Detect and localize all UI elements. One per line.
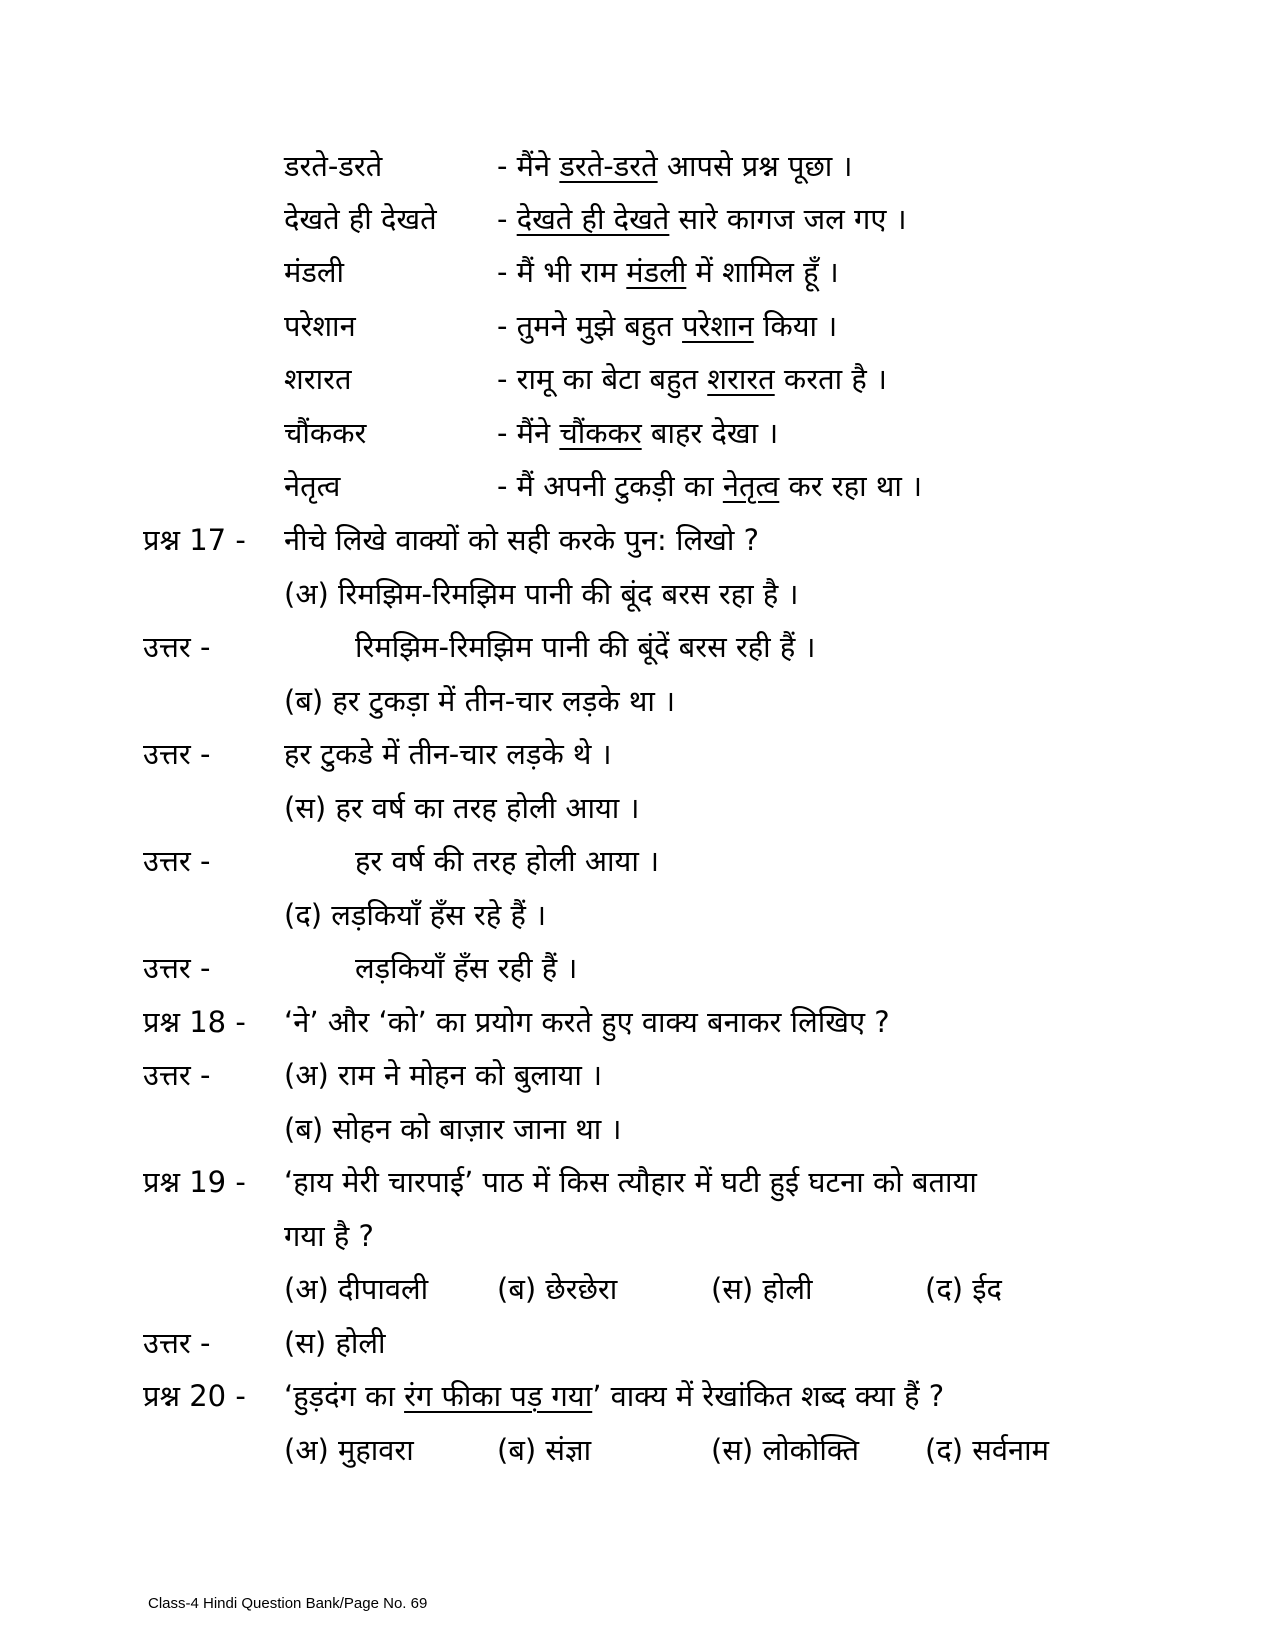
underlined-phrase: रंग फीका पड़ गया: [404, 1379, 593, 1413]
word-term: डरते-डरते: [284, 149, 383, 183]
option-b: (ब) संज्ञा: [497, 1433, 592, 1467]
word-sentence: - मैं अपनी टुकड़ी का नेतृत्व कर रहा था ।: [497, 469, 923, 503]
question-label: प्रश्न 20 -: [143, 1379, 246, 1413]
page-footer: Class-4 Hindi Question Bank/Page No. 69: [148, 1595, 428, 1612]
underlined-word: मंडली: [626, 255, 687, 289]
question-text: नीचे लिखे वाक्यों को सही करके पुन: लिखो ?: [284, 523, 759, 557]
option-a: (अ) मुहावरा: [284, 1433, 414, 1467]
answer-label: उत्तर -: [143, 844, 211, 878]
answer-text: (अ) राम ने मोहन को बुलाया ।: [284, 1058, 603, 1092]
answer-text: हर वर्ष की तरह होली आया ।: [355, 844, 660, 878]
sub-question: (अ) रिमझिम-रिमझिम पानी की बूंद बरस रहा है ।: [284, 577, 799, 611]
word-sentence: - देखते ही देखते सारे कागज जल गए ।: [497, 202, 907, 236]
question-label: प्रश्न 17 -: [143, 523, 246, 557]
sub-question: (ब) हर टुकड़ा में तीन-चार लड़के था ।: [284, 684, 676, 718]
answer-text: रिमझिम-रिमझिम पानी की बूंदें बरस रही हैं ।: [355, 630, 816, 664]
answer-text: (स) होली: [284, 1326, 386, 1360]
options-row: [284, 1269, 1084, 1309]
question-label: प्रश्न 19 -: [143, 1165, 246, 1199]
answer-text: लड़कियाँ हँस रही हैं ।: [355, 951, 578, 985]
answer-text: हर टुकडे में तीन-चार लड़के थे ।: [284, 737, 612, 771]
sub-question: (स) हर वर्ष का तरह होली आया ।: [284, 791, 640, 825]
answer-label: उत्तर -: [143, 737, 211, 771]
option-b: (ब) छेरछेरा: [497, 1272, 618, 1306]
word-sentence: - रामू का बेटा बहुत शरारत करता है ।: [497, 362, 887, 396]
word-term: चौंककर: [284, 416, 367, 450]
word-sentence: - मैंने चौंककर बाहर देखा ।: [497, 416, 779, 450]
word-sentence: - मैंने डरते-डरते आपसे प्रश्न पूछा ।: [497, 149, 853, 183]
question-text: ‘हुड़दंग का रंग फीका पड़ गया’ वाक्य में रेखांकित शब्द क्या हैं ?: [284, 1379, 945, 1413]
answer-text: (ब) सोहन को बाज़ार जाना था ।: [284, 1112, 622, 1146]
underlined-word: परेशान: [682, 309, 754, 343]
option-c: (स) होली: [711, 1272, 813, 1306]
options-row: [284, 1430, 1084, 1470]
word-sentence: - मैं भी राम मंडली में शामिल हूँ ।: [497, 255, 839, 289]
question-text: ‘हाय मेरी चारपाई’ पाठ में किस त्यौहार में घटी हुई घटना को बताया: [284, 1165, 977, 1199]
sub-question: (द) लड़कियाँ हँस रहे हैं ।: [284, 898, 547, 932]
question-text: ‘ने’ और ‘को’ का प्रयोग करते हुए वाक्य बनाकर लिखिए ?: [284, 1005, 890, 1039]
underlined-word: चौंककर: [559, 416, 642, 450]
question-text-continued: गया है ?: [284, 1219, 374, 1253]
word-term: मंडली: [284, 255, 345, 289]
word-term: परेशान: [284, 309, 356, 343]
underlined-word: नेतृत्व: [722, 469, 780, 503]
answer-label: उत्तर -: [143, 630, 211, 664]
word-term: शरारत: [284, 362, 352, 396]
question-label: प्रश्न 18 -: [143, 1005, 246, 1039]
option-d: (द) सर्वनाम: [925, 1433, 1049, 1467]
word-sentence: - तुमने मुझे बहुत परेशान किया ।: [497, 309, 838, 343]
answer-label: उत्तर -: [143, 951, 211, 985]
answer-label: उत्तर -: [143, 1058, 211, 1092]
word-term: नेतृत्व: [284, 469, 341, 503]
underlined-word: डरते-डरते: [559, 149, 658, 183]
option-c: (स) लोकोक्ति: [711, 1433, 859, 1467]
answer-label: उत्तर -: [143, 1326, 211, 1360]
underlined-word: शरारत: [707, 362, 775, 396]
option-d: (द) ईद: [925, 1272, 1002, 1306]
underlined-word: देखते ही देखते: [516, 202, 670, 236]
option-a: (अ) दीपावली: [284, 1272, 429, 1306]
word-term: देखते ही देखते: [284, 202, 437, 236]
